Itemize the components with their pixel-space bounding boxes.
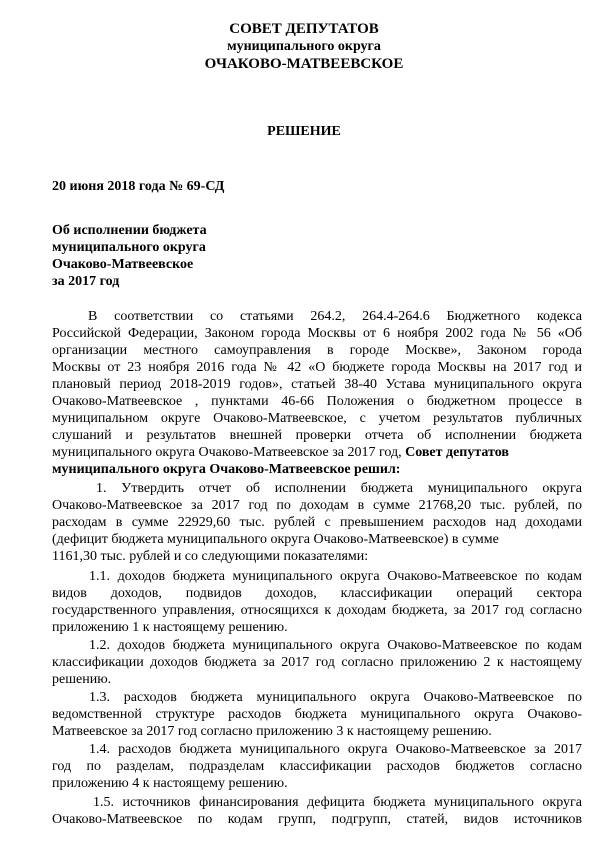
item11-line-3: государственного управления, относящихся к доходам бюджета, за 2017 год согласно <box>52 603 582 618</box>
intro-line-2: Российской Федерации, Законом города Москвы от 6 ноября 2002 года № 56 «Об <box>52 326 582 341</box>
intro-line-7: муниципальном округе Очаково-Матвеевское, с учетом результатов публичных <box>52 411 582 426</box>
subject-line-4: за 2017 год <box>52 274 120 289</box>
subject-line-1: Об исполнении бюджета <box>52 223 207 238</box>
item15-line-2: Очаково-Матвеевское по кодам групп, подгрупп, статей, видов источников <box>52 812 582 827</box>
intro-line-5: плановый период 2018-2019 годов», статьей 38-40 Устава муниципального округа <box>52 377 582 392</box>
item12-line-2: классификации доходов бюджета за 2017 год согласно приложению 2 к настоящему <box>52 655 582 670</box>
document-type: РЕШЕНИЕ <box>267 124 341 139</box>
item15-line-1: 1.5. источников финансирования дефицита бюджета муниципального округа <box>93 795 582 810</box>
date-number: 20 июня 2018 года № 69-СД <box>52 179 225 194</box>
council-title: СОВЕТ ДЕПУТАТОВ <box>229 21 379 37</box>
item1-line-2: Очаково-Матвеевское за 2017 год по доходам в сумме 21768,20 тыс. рублей, по <box>52 498 582 513</box>
item14-line-3: приложению 4 к настоящему решению. <box>52 776 288 791</box>
item1-line-4: (дефицит бюджета муниципального округа Очаково-Матвеевское) в сумме <box>52 532 499 547</box>
subject-line-3: Очаково-Матвеевское <box>52 257 194 272</box>
item1-line-5: 1161,30 тыс. рублей и со следующими показателями: <box>52 549 369 564</box>
item11-line-1: 1.1. доходов бюджета муниципального округа Очаково-Матвеевское по кодам <box>89 569 582 584</box>
item1-line-1: 1. Утвердить отчет об исполнении бюджета муниципального округа <box>96 481 582 496</box>
item11-line-2: видов доходов, подвидов доходов, классификации операций сектора <box>52 586 582 601</box>
intro-line-6: Очаково-Матвеевское , пунктами 46-66 Положения о бюджетном процессе в <box>52 394 582 409</box>
intro-line-3: организации местного самоуправления в городе Москве», Законом города <box>52 343 582 358</box>
item14-line-2: год по разделам, подразделам классификации расходов бюджетов согласно <box>52 759 582 774</box>
intro-bold-last: муниципального округа Очаково-Матвеевское решил: <box>52 462 401 477</box>
council-district: муниципального округа <box>227 39 381 54</box>
intro-line-1: В соответствии со статьями 264.2, 264.4-264.6 Бюджетного кодекса <box>88 309 582 324</box>
item12-line-1: 1.2. доходов бюджета муниципального округа Очаково-Матвеевское по кодам <box>89 638 582 653</box>
subject-line-2: муниципального округа <box>52 240 206 255</box>
item13-line-3: Матвеевское за 2017 год согласно приложению 3 к настоящему решению. <box>52 724 492 739</box>
intro-line-8: слушаний и результатов внешней проверки отчета об исполнении бюджета <box>52 428 582 443</box>
item12-line-3: решению. <box>52 672 112 687</box>
item13-line-2: ведомственной структуре расходов бюджета муниципального округа Очаково- <box>52 707 582 722</box>
item11-line-4: приложению 1 к настоящему решению. <box>52 620 288 635</box>
intro-line-9-text: муниципального округа Очаково-Матвеевское за 2017 год, <box>52 445 402 460</box>
item14-line-1: 1.4. расходов бюджета муниципального округа Очаково-Матвеевское за 2017 <box>89 742 582 757</box>
intro-line-4: Москвы от 23 ноября 2016 года № 42 «О бюджете города Москвы на 2017 год и <box>52 360 582 375</box>
intro-bold-tail: Совет депутатов <box>405 445 509 460</box>
item1-line-3: расходам в сумме 22929,60 тыс. рублей с превышением расходов над доходами <box>52 515 582 530</box>
intro-line-9 <box>52 444 582 461</box>
item13-line-1: 1.3. расходов бюджета муниципального округа Очаково-Матвеевское по <box>89 690 582 705</box>
council-name: ОЧАКОВО-МАТВЕЕВСКОЕ <box>204 56 404 72</box>
